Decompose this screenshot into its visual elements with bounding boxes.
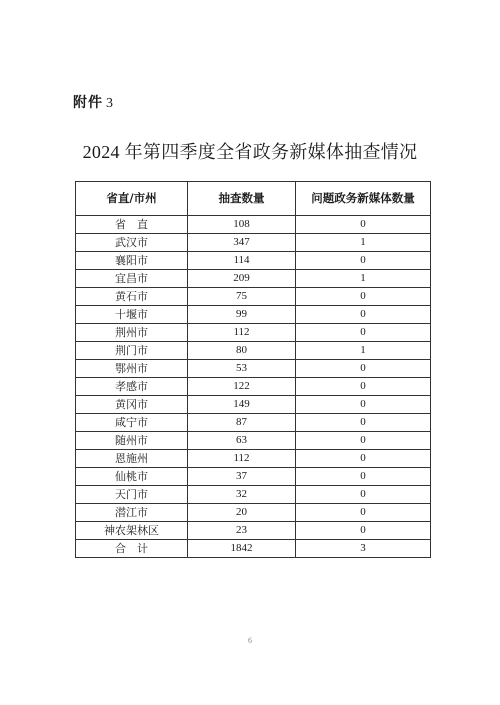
cell-region: 神农架林区 [76,522,188,540]
cell-inspected-count: 63 [188,432,296,450]
inspection-table [75,181,431,558]
cell-problem-count: 1 [296,342,431,360]
table-row [76,252,431,270]
cell-region: 宜昌市 [76,270,188,288]
cell-region: 咸宁市 [76,414,188,432]
cell-problem-count: 0 [296,486,431,504]
cell-problem-count: 3 [296,540,431,558]
table-row [76,468,431,486]
table-row [76,396,431,414]
cell-inspected-count: 87 [188,414,296,432]
cell-region: 荆州市 [76,324,188,342]
attachment-text: 附件 [73,95,103,111]
cell-problem-count: 0 [296,450,431,468]
cell-problem-count: 0 [296,504,431,522]
header-problem-count: 问题政务新媒体数量 [296,182,431,216]
cell-problem-count: 0 [296,252,431,270]
table-row [76,306,431,324]
cell-problem-count: 0 [296,522,431,540]
cell-region: 黄石市 [76,288,188,306]
cell-inspected-count: 108 [188,216,296,234]
table-row [76,378,431,396]
table-row [76,342,431,360]
cell-inspected-count: 37 [188,468,296,486]
cell-problem-count: 0 [296,378,431,396]
cell-inspected-count: 112 [188,450,296,468]
table-row [76,270,431,288]
cell-inspected-count: 75 [188,288,296,306]
cell-problem-count: 0 [296,360,431,378]
cell-region: 潜江市 [76,504,188,522]
cell-inspected-count: 112 [188,324,296,342]
cell-problem-count: 1 [296,270,431,288]
table-row [76,360,431,378]
cell-inspected-count: 347 [188,234,296,252]
cell-inspected-count: 1842 [188,540,296,558]
cell-region: 省 直 [76,216,188,234]
header-inspected-count: 抽查数量 [188,182,296,216]
table-row [76,486,431,504]
cell-region: 随州市 [76,432,188,450]
cell-inspected-count: 20 [188,504,296,522]
table-row [76,216,431,234]
cell-inspected-count: 80 [188,342,296,360]
table-row [76,414,431,432]
table-row [76,432,431,450]
attachment-label [73,92,114,112]
table-row [76,324,431,342]
table-row [76,234,431,252]
cell-region: 天门市 [76,486,188,504]
cell-problem-count: 0 [296,432,431,450]
cell-inspected-count: 149 [188,396,296,414]
cell-region: 恩施州 [76,450,188,468]
cell-region: 荆门市 [76,342,188,360]
cell-problem-count: 0 [296,216,431,234]
cell-problem-count: 0 [296,468,431,486]
cell-inspected-count: 32 [188,486,296,504]
cell-problem-count: 0 [296,414,431,432]
table-row [76,288,431,306]
cell-inspected-count: 53 [188,360,296,378]
header-region: 省直/市州 [76,182,188,216]
cell-region: 合 计 [76,540,188,558]
cell-inspected-count: 114 [188,252,296,270]
cell-region: 鄂州市 [76,360,188,378]
cell-problem-count: 0 [296,288,431,306]
cell-inspected-count: 23 [188,522,296,540]
cell-region: 武汉市 [76,234,188,252]
cell-region: 孝感市 [76,378,188,396]
table-row [76,504,431,522]
cell-problem-count: 0 [296,396,431,414]
cell-inspected-count: 209 [188,270,296,288]
cell-inspected-count: 122 [188,378,296,396]
table-header-row [76,182,431,216]
table-body [76,216,431,558]
table-row [76,522,431,540]
cell-region: 仙桃市 [76,468,188,486]
cell-inspected-count: 99 [188,306,296,324]
cell-region: 黄冈市 [76,396,188,414]
table-row [76,450,431,468]
cell-region: 十堰市 [76,306,188,324]
cell-region: 襄阳市 [76,252,188,270]
cell-problem-count: 0 [296,306,431,324]
attachment-number: 3 [106,96,114,111]
page-number: 6 [248,636,252,645]
cell-problem-count: 1 [296,234,431,252]
cell-problem-count: 0 [296,324,431,342]
document-title: 2024 年第四季度全省政务新媒体抽查情况 [82,142,418,162]
table-row [76,540,431,558]
